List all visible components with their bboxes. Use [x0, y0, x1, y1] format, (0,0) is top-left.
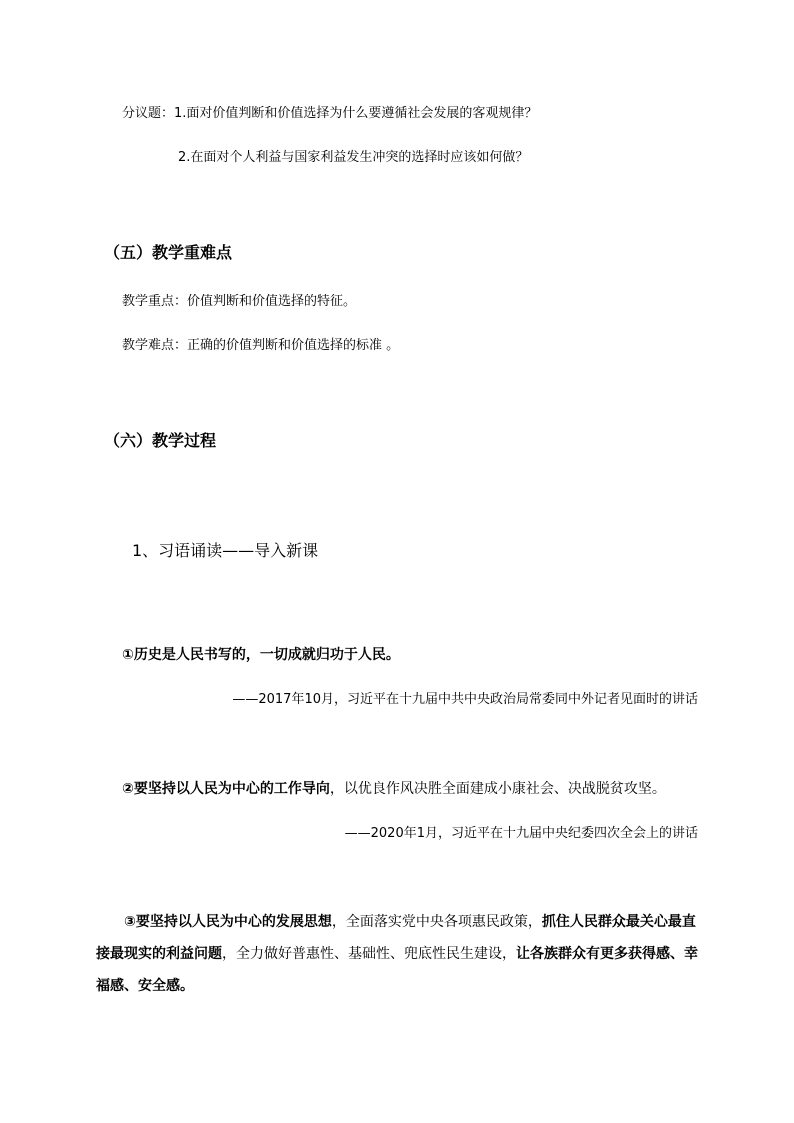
teaching-difficulty: 教学难点：正确的价值判断和价值选择的标准 。: [122, 338, 400, 353]
sub-question-1: 1.面对价值判断和价值选择为什么要遵循社会发展的客观规律？: [174, 106, 538, 121]
quote-2-text: [122, 778, 666, 798]
quote-3-bold-2: 抓住人民群众最关心最直接最现实的利益问题: [96, 914, 696, 962]
sub-questions-label: 分议题：: [122, 106, 175, 121]
quote-3-bold-3: 让各族群众有更多获得感、幸福感、安全感。: [96, 946, 698, 994]
step-1-heading: 1、习语诵读——导入新课: [132, 541, 319, 560]
section-5-heading: （五）教学重难点: [104, 243, 233, 262]
quote-3-normal-1: ，全面落实党中央各项惠民政策，: [331, 914, 542, 930]
quote-3-normal-2: ，全力做好普惠性、基础性、兜底性民生建设，: [222, 946, 516, 962]
quote-2-source: ——2020年1月，习近平在十九届中央纪委四次全会上的讲话: [344, 826, 698, 841]
section-6-heading: （六）教学过程: [104, 431, 217, 450]
quote-3-bold-1: ③要坚持以人民为中心的发展思想: [124, 914, 332, 930]
quote-3-paragraph: [96, 906, 700, 1002]
teaching-focus: 教学重点：价值判断和价值选择的特征。: [122, 294, 357, 309]
sub-questions-line-1: [122, 102, 537, 121]
quote-2-rest: ，以优良作风决胜全面建成小康社会、决战脱贫攻坚。: [329, 781, 666, 797]
quote-2-bold: ②要坚持以人民为中心的工作导向: [122, 781, 330, 797]
sub-question-2: 2.在面对个人利益与国家利益发生冲突的选择时应该如何做？: [178, 150, 529, 165]
quote-1-text: ①历史是人民书写的，一切成就归功于人民。: [122, 647, 400, 663]
quote-1-source: ——2017年10月，习近平在十九届中共中央政治局常委同中外记者见面时的讲话: [232, 692, 698, 707]
